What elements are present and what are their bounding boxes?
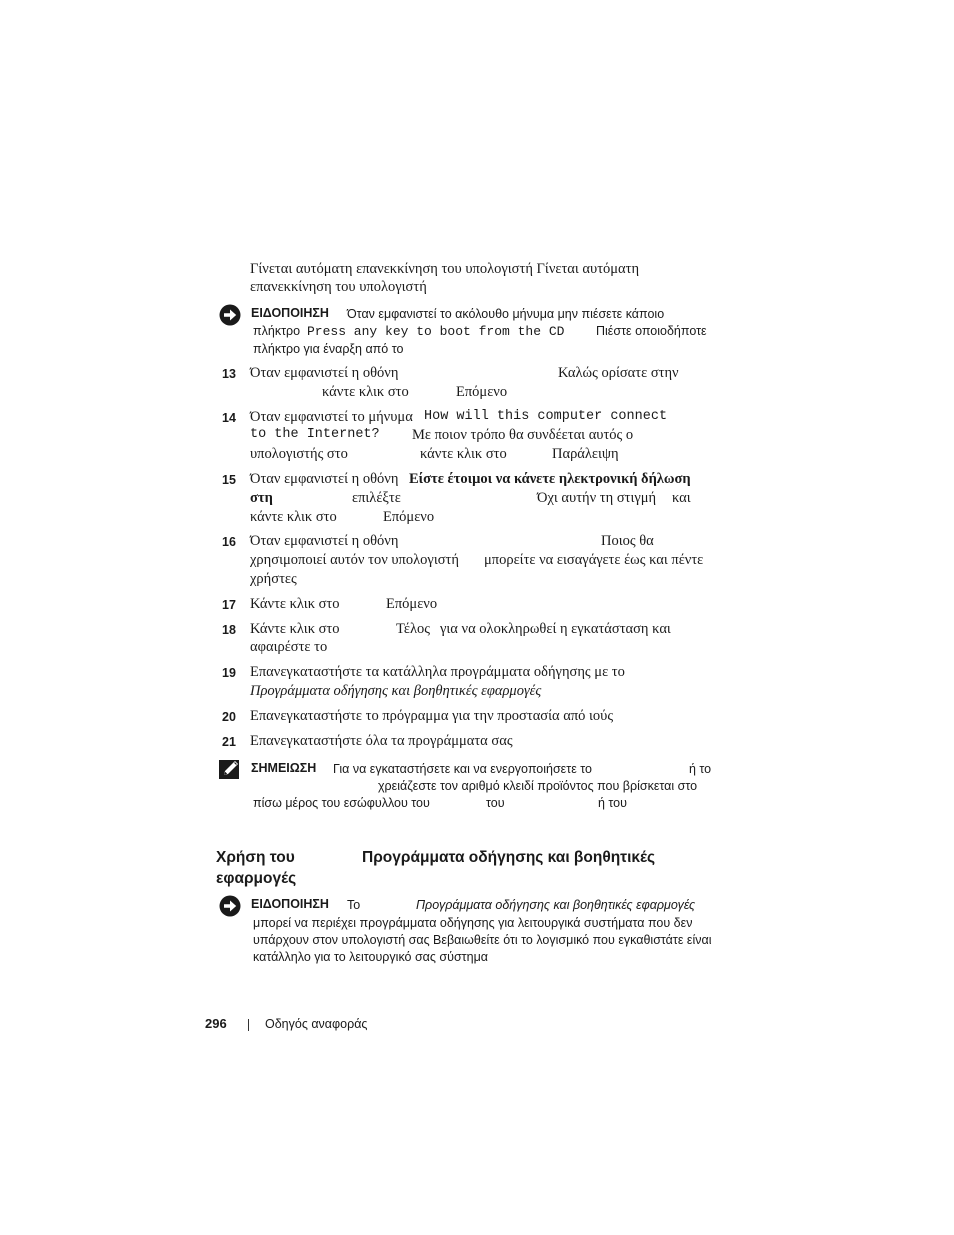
notice-text-line-2a: πλήκτρο <box>253 324 301 338</box>
step-number: 17 <box>222 598 236 612</box>
note-text: ή του <box>598 796 627 810</box>
step-13-text: κάντε κλικ στο <box>322 384 409 400</box>
step-21-text: Επανεγκαταστήστε όλα τα προγράμματα σας <box>250 733 513 749</box>
step-18-text: αφαιρέστε το <box>250 639 328 655</box>
step-20-text: Επανεγκαταστήστε το πρόγραμμα για την προστασία από ιούς <box>250 708 614 724</box>
step-14-text: κάντε κλικ στο <box>420 446 507 462</box>
connect-message-code: How will this computer connect <box>424 409 668 424</box>
step-16-text: χρησιμοποιεί αυτόν τον υπολογιστή <box>250 552 459 568</box>
step-16-text: Ποιος θα <box>601 533 654 549</box>
step-16-text: Όταν εμφανιστεί η οθόνη <box>250 533 399 549</box>
footer-divider <box>248 1019 249 1031</box>
intro-line-2: επανεκκίνηση του υπολογιστή <box>250 279 427 295</box>
step-number: 21 <box>222 735 236 749</box>
note-pencil-icon <box>218 759 242 780</box>
note-text: χρειάζεστε τον αριθμό κλειδί προϊόντος που βρίσκεται στο <box>378 779 698 793</box>
footer-title: Οδηγός αναφοράς <box>265 1017 368 1031</box>
step-19-media-name: Προγράμματα οδήγησης και βοηθητικές εφαρμογές <box>250 683 542 699</box>
step-number: 14 <box>222 411 236 425</box>
step-18-text: Κάντε κλικ στο <box>250 621 340 637</box>
note-text: Για να εγκαταστήσετε και να ενεργοποιήσετε το <box>333 762 592 776</box>
notice-icon <box>219 304 241 326</box>
notice-2-text: μπορεί να περιέχει προγράμματα οδήγησης για λειτουργικά συστήματα που δεν <box>253 916 693 930</box>
step-15-screen-name: στη <box>250 490 273 506</box>
section-heading: εφαρμογές <box>216 870 297 887</box>
step-15-screen-name: Είστε έτοιμοι να κάνετε ηλεκτρονική δήλωση <box>409 471 691 487</box>
step-number: 16 <box>222 535 236 549</box>
step-15-text: κάντε κλικ στο <box>250 509 337 525</box>
notice-label: ΕΙΔΟΠΟΙΗΣΗ <box>251 897 329 911</box>
step-16-text: χρήστες <box>250 571 297 587</box>
notice-label: ΕΙΔΟΠΟΙΗΣΗ <box>251 306 329 320</box>
step-number: 15 <box>222 473 236 487</box>
notice-2-text: Το <box>347 898 361 912</box>
step-15-text: Επόμενο <box>383 509 435 525</box>
step-14-text: Με ποιον τρόπο θα συνδέεται αυτός ο <box>412 427 634 443</box>
notice-text-line-2c: Πιέστε οποιοδήποτε <box>596 324 707 338</box>
step-18-text: Τέλος <box>396 621 430 637</box>
step-number: 18 <box>222 623 236 637</box>
step-number: 13 <box>222 367 236 381</box>
step-number: 20 <box>222 710 236 724</box>
section-heading: Προγράμματα οδήγησης και βοηθητικές <box>362 849 656 866</box>
page-number: 296 <box>205 1016 227 1031</box>
step-15-text: και <box>672 490 691 506</box>
notice-text-line-3: πλήκτρο για έναρξη από το <box>253 342 404 356</box>
step-13-text: Όταν εμφανιστεί η οθόνη <box>250 365 399 381</box>
boot-message-code: Press any key to boot from the CD <box>307 324 565 339</box>
intro-line-1: Γίνεται αυτόματη επανεκκίνηση του υπολογιστή Γίνεται αυτόματη <box>250 261 640 277</box>
step-18-text: για να ολοκληρωθεί η εγκατάσταση και <box>440 621 671 637</box>
step-17-text: Επόμενο <box>386 596 438 612</box>
step-15-text: Όταν εμφανιστεί η οθόνη <box>250 471 399 487</box>
step-19-text: Επανεγκαταστήστε τα κατάλληλα προγράμματα οδήγησης με το <box>250 664 625 680</box>
step-13-text: Επόμενο <box>456 384 508 400</box>
notice-text-line-1: Όταν εμφανιστεί το ακόλουθο μήνυμα μην πιέσετε κάποιο <box>347 307 665 321</box>
notice-icon <box>219 895 241 917</box>
step-14-text: Παράλειψη <box>552 446 619 462</box>
notice-2-media-name: Προγράμματα οδήγησης και βοηθητικές εφαρμογές <box>416 898 696 912</box>
step-15-text: Όχι αυτήν τη στιγμή <box>537 490 657 506</box>
step-15-text: επιλέξτε <box>352 490 401 506</box>
step-14-text: Όταν εμφανιστεί το μήνυμα <box>250 409 413 425</box>
note-text: του <box>486 796 505 810</box>
note-text: πίσω μέρος του εσώφυλλου του <box>253 796 430 810</box>
note-text: ή το <box>689 762 712 776</box>
notice-2-text: κατάλληλο για το λειτουργικό σας σύστημα <box>253 950 488 964</box>
step-14-text: υπολογιστής στο <box>250 446 348 462</box>
connect-message-code: to the Internet? <box>250 427 380 442</box>
step-number: 19 <box>222 666 236 680</box>
step-17-text: Κάντε κλικ στο <box>250 596 340 612</box>
step-13-text: Καλώς ορίσατε στην <box>558 365 679 381</box>
notice-2-text: υπάρχουν στον υπολογιστή σας Βεβαιωθείτε ότι το λογισμικό που εγκαθιστάτε είναι <box>253 933 712 947</box>
note-label: ΣΗΜΕΙΩΣΗ <box>251 761 317 775</box>
section-heading: Χρήση του <box>216 849 295 866</box>
step-16-text: μπορείτε να εισαγάγετε έως και πέντε <box>484 552 704 568</box>
